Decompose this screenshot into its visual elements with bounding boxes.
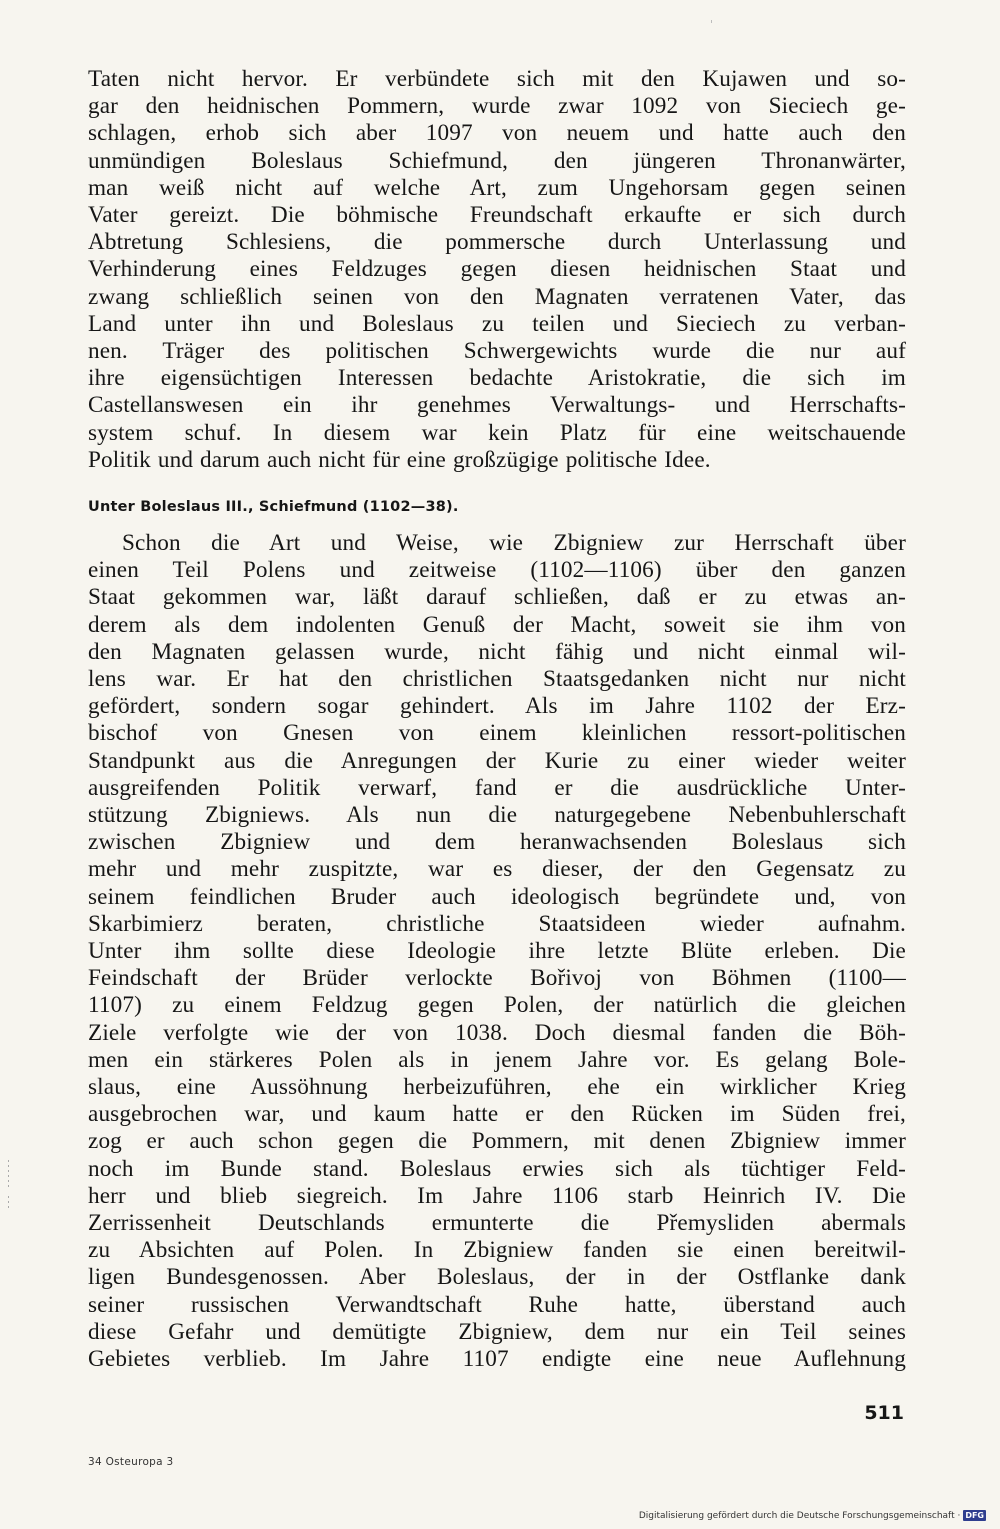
text-line: nen. Träger des politischen Schwergewichts wurde die nur auf	[88, 338, 906, 365]
text-line: zu Absichten auf Polen. In Zbigniew fanden sie einen bereitwil-	[88, 1237, 906, 1264]
text-line: Vater gereizt. Die böhmische Freundschaft erkaufte er sich durch	[88, 202, 906, 229]
text-line: zwischen Zbigniew und dem heranwachsenden Boleslaus sich	[88, 829, 906, 856]
text-line: mehr und mehr zuspitzte, war es dieser, der den Gegensatz zu	[88, 856, 906, 883]
text-line: Staat gekommen war, läßt darauf schließen, daß er zu etwas an-	[88, 584, 906, 611]
text-line: zog er auch schon gegen die Pommern, mit denen Zbigniew immer	[88, 1128, 906, 1155]
body-paragraph-2	[88, 530, 906, 1373]
text-line: slaus, eine Aussöhnung herbeizuführen, ehe ein wirklicher Krieg	[88, 1074, 906, 1101]
funding-text: Digitalisierung gefördert durch die Deutsche Forschungsgemeinschaft ·	[638, 1510, 961, 1521]
text-line: ausgebrochen war, und kaum hatte er den Rücken im Süden frei,	[88, 1101, 906, 1128]
text-line: Schon die Art und Weise, wie Zbigniew zur Herrschaft über	[122, 530, 906, 556]
text-line: Abtretung Schlesiens, die pommersche durch Unterlassung und	[88, 229, 906, 256]
text-line: Feindschaft der Brüder verlockte Bořivoj von Böhmen (1100—	[88, 965, 906, 992]
text-line: man weiß nicht auf welche Art, zum Ungehorsam gegen seinen	[88, 174, 906, 201]
text-line: Politik und darum auch nicht für eine großzügige politische Idee.	[88, 446, 711, 473]
text-line: system schuf. In diesem war kein Platz für eine weitschauende	[88, 419, 906, 446]
text-line: ligen Bundesgenossen. Aber Boleslaus, der in der Ostflanke dank	[88, 1264, 906, 1291]
text-line: gar den heidnischen Pommern, wurde zwar 1092 von Sieciech ge-	[88, 93, 906, 120]
text-line: stützung Zbigniews. Als nun die naturgegebene Nebenbuhlerschaft	[88, 802, 906, 829]
scan-artifact	[8, 1196, 9, 1208]
text-line: den Magnaten gelassen wurde, nicht fähig und nicht einmal wil-	[88, 638, 906, 665]
text-line: Castellanswesen ein ihr genehmes Verwaltungs- und Herrschafts-	[88, 392, 906, 419]
text-line: Standpunkt aus die Anregungen der Kurie zu einer wieder weiter	[88, 747, 906, 774]
text-line: 1107) zu einem Feldzug gegen Polen, der natürlich die gleichen	[88, 992, 906, 1019]
text-line: einen Teil Polens und zeitweise (1102—1106) über den ganzen	[88, 557, 906, 584]
text-line: Unter ihm sollte diese Ideologie ihre letzte Blüte erleben. Die	[88, 938, 906, 965]
text-line: diese Gefahr und demütigte Zbigniew, dem nur ein Teil seines	[88, 1318, 906, 1345]
text-line: Skarbimierz beraten, christliche Staatsideen wieder aufnahm.	[88, 910, 906, 937]
text-line: Zerrissenheit Deutschlands ermunterte die Přemysliden abermals	[88, 1210, 906, 1237]
signature-mark: 34 Osteuropa 3	[88, 1456, 174, 1468]
text-line: men ein stärkeres Polen als in jenem Jahre vor. Es gelang Bole-	[88, 1046, 906, 1073]
text-line: bischof von Gnesen von einem kleinlichen ressort-politischen	[88, 720, 906, 747]
text-line: ausgreifenden Politik verwarf, fand er die ausdrückliche Unter-	[88, 774, 906, 801]
scan-artifact	[711, 20, 712, 23]
text-line: Ziele verfolgte wie der von 1038. Doch diesmal fanden die Böh-	[88, 1019, 906, 1046]
body-paragraph-1	[88, 66, 906, 474]
text-line: herr und blieb siegreich. Im Jahre 1106 starb Heinrich IV. Die	[88, 1182, 906, 1209]
dfg-logo-icon: DFG	[965, 1511, 984, 1520]
text-line: schlagen, erhob sich aber 1097 von neuem und hatte auch den	[88, 120, 906, 147]
text-line: gefördert, sondern sogar gehindert. Als im Jahre 1102 der Erz-	[88, 693, 906, 720]
text-line: lens war. Er hat den christlichen Staatsgedanken nicht nur nicht	[88, 666, 906, 693]
text-line: derem als dem indolenten Genuß der Macht, soweit sie ihm von	[88, 611, 906, 638]
scan-artifact	[8, 1160, 9, 1188]
text-line: Gebietes verblieb. Im Jahre 1107 endigte eine neue Auflehnung	[88, 1346, 906, 1373]
text-line: noch im Bunde stand. Boleslaus erwies sich als tüchtiger Feld-	[88, 1155, 906, 1182]
text-line: zwang schließlich seinen von den Magnaten verratenen Vater, das	[88, 283, 906, 310]
text-line: seiner russischen Verwandtschaft Ruhe hatte, überstand auch	[88, 1291, 906, 1318]
section-heading: Unter Boleslaus III., Schiefmund (1102—38).	[88, 499, 459, 515]
page-number: 511	[864, 1402, 904, 1424]
text-line: Verhinderung eines Feldzuges gegen diesen heidnischen Staat und	[88, 256, 906, 283]
text-line: seinem feindlichen Bruder auch ideologisch begründete und, von	[88, 883, 906, 910]
text-line: Land unter ihn und Boleslaus zu teilen und Sieciech zu verban-	[88, 310, 906, 337]
text-line: unmündigen Boleslaus Schiefmund, den jüngeren Thronanwärter,	[88, 147, 906, 174]
text-line: Taten nicht hervor. Er verbündete sich mit den Kujawen und so-	[88, 66, 906, 92]
text-line: ihre eigensüchtigen Interessen bedachte Aristokratie, die sich im	[88, 365, 906, 392]
funding-footer	[639, 1510, 986, 1521]
